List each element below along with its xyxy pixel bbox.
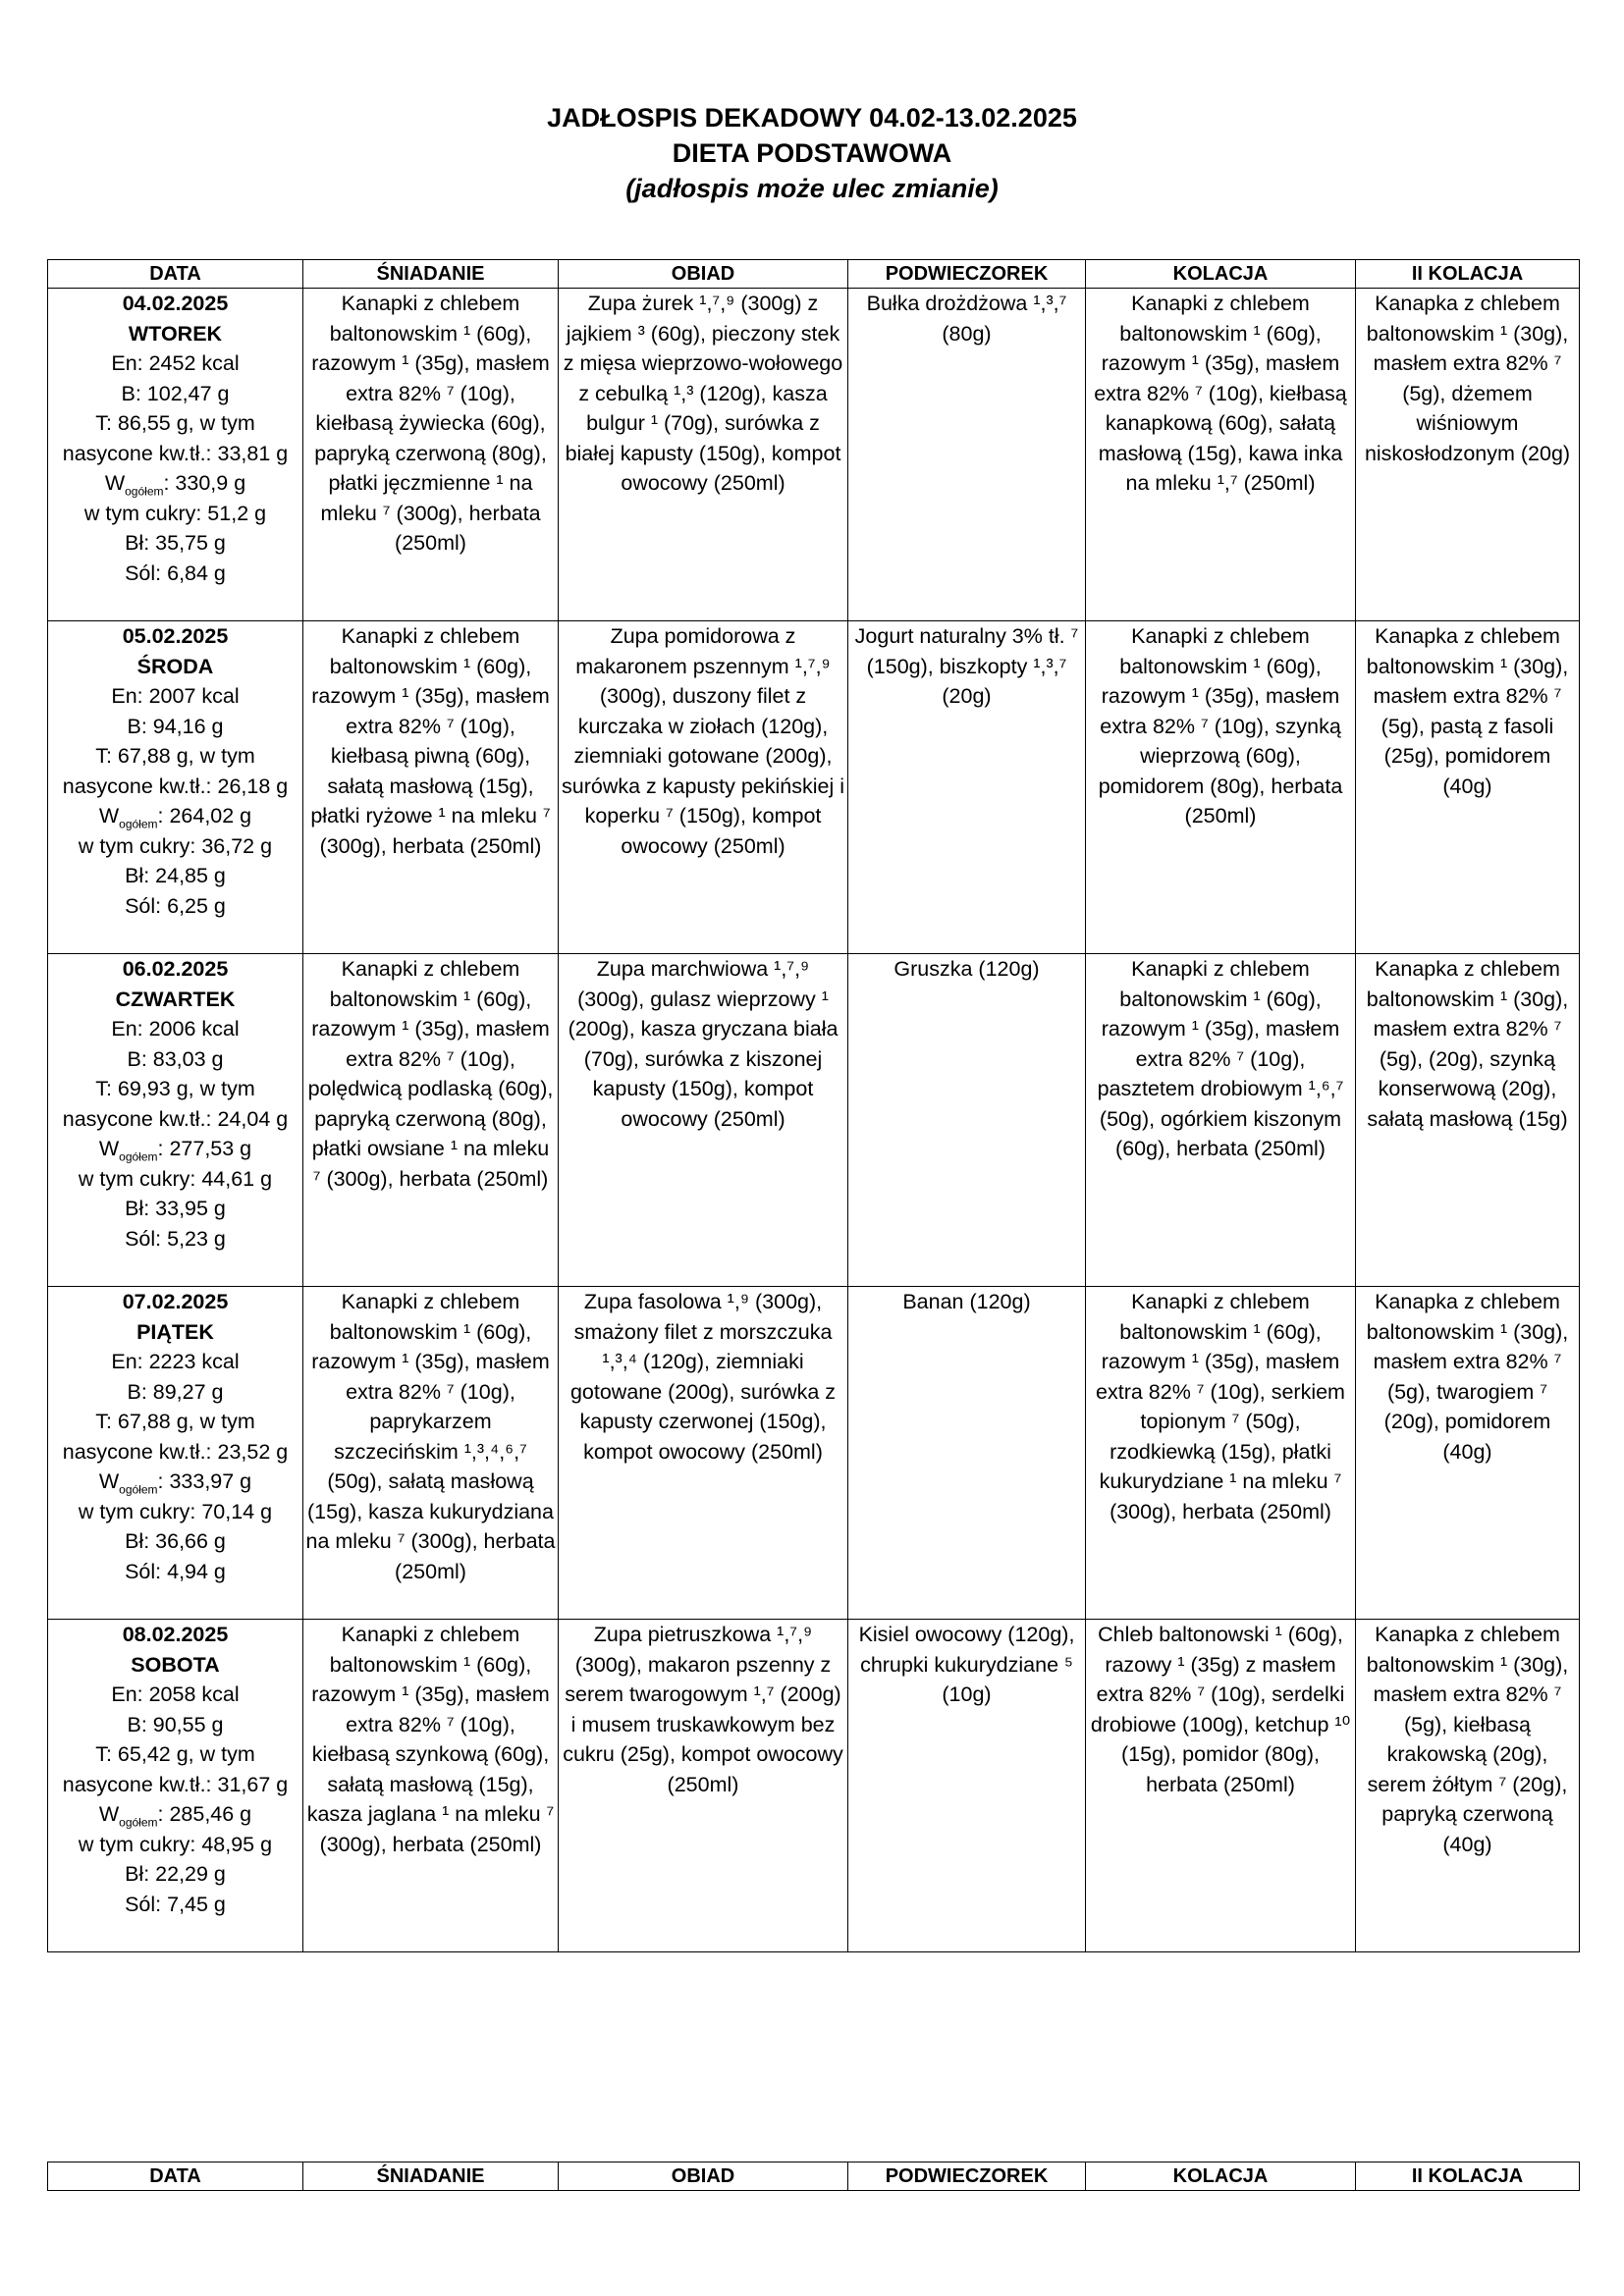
protein-value: B: 89,27 g (127, 1379, 224, 1404)
repeated-header-row (48, 2163, 1580, 2191)
snack-cell: Gruszka (120g) (848, 954, 1086, 1287)
carbs-sub-label: ogółem (119, 1482, 158, 1497)
table-row (48, 1287, 1580, 1620)
lunch-cell: Zupa pomidorowa z makaronem pszennym ¹,⁷,⁹ (300g), duszony filet z kurczaka w ziołach (120g), ziemniaki gotowane (200g), surówka z kapusty pekińskiej i koperku ⁷ (150g), kompot owocowy (250ml) (559, 621, 848, 954)
snack-cell: Kisiel owocowy (120g), chrupki kukurydziane ⁵ (10g) (848, 1620, 1086, 1952)
energy-value: En: 2452 kcal (111, 351, 240, 375)
day-weekday: WTOREK (128, 321, 223, 346)
column-header-date: DATA (48, 2163, 303, 2191)
late-dinner-cell: Kanapka z chlebem baltonowskim ¹ (30g), masłem extra 82% ⁷ (5g), dżemem wiśniowym niskosłodzonym (20g) (1356, 289, 1580, 621)
day-weekday: CZWARTEK (115, 987, 236, 1011)
carbohydrates-value (50, 468, 300, 499)
energy-value: En: 2058 kcal (111, 1682, 240, 1706)
dinner-cell: Kanapki z chlebem baltonowskim ¹ (60g), razowym ¹ (35g), masłem extra 82% ⁷ (10g), kiełbasą kanapkową (60g), sałatą masłową (15g), kawa inka na mleku ¹,⁷ (250ml) (1086, 289, 1356, 621)
late-dinner-cell: Kanapka z chlebem baltonowskim ¹ (30g), masłem extra 82% ⁷ (5g), kiełbasą krakowską (20g), serem żółtym ⁷ (20g), papryką czerwoną (40g) (1356, 1620, 1580, 1952)
carbs-amount: : 330,9 g (163, 471, 246, 495)
sugars-value: w tym cukry: 48,95 g (78, 1832, 273, 1856)
carbs-sub-label: ogółem (119, 1815, 158, 1830)
carbs-label: W (98, 1469, 120, 1493)
column-header-breakfast: ŚNIADANIE (303, 2163, 559, 2191)
fiber-value: Bł: 35,75 g (125, 531, 226, 555)
lunch-cell: Zupa pietruszkowa ¹,⁷,⁹ (300g), makaron pszenny z serem twarogowym ¹,⁷ (200g) i musem truskawkowym bez cukru (25g), kompot owocowy (250ml) (559, 1620, 848, 1952)
table-row (48, 1620, 1580, 1952)
lunch-cell: Zupa fasolowa ¹,⁹ (300g), smażony filet z morszczuka ¹,³,⁴ (120g), ziemniaki gotowane (200g), surówka z kapusty czerwonej (150g), kompot owocowy (250ml) (559, 1287, 848, 1620)
energy-value: En: 2223 kcal (111, 1350, 240, 1373)
salt-value: Sól: 6,84 g (125, 561, 226, 585)
fat-value: T: 67,88 g, w tym nasycone kw.tł.: 23,52 g (62, 1410, 289, 1464)
date-cell (48, 1620, 303, 1952)
repeated-header-table (47, 2162, 1580, 2191)
menu-body (48, 289, 1580, 1952)
day-date: 05.02.2025 (122, 624, 229, 648)
carbs-amount: : 333,97 g (157, 1469, 252, 1493)
column-header-late-dinner: II KOLACJA (1356, 2163, 1580, 2191)
energy-value: En: 2007 kcal (111, 684, 240, 708)
carbs-sub-label: ogółem (125, 484, 164, 499)
late-dinner-cell: Kanapka z chlebem baltonowskim ¹ (30g), masłem extra 82% ⁷ (5g), (20g), szynką konserwową (20g), sałatą masłową (15g) (1356, 954, 1580, 1287)
dinner-cell: Kanapki z chlebem baltonowskim ¹ (60g), razowym ¹ (35g), masłem extra 82% ⁷ (10g), pasztetem drobiowym ¹,⁶,⁷ (50g), ogórkiem kiszonym (60g), herbata (250ml) (1086, 954, 1356, 1287)
snack-cell: Bułka drożdżowa ¹,³,⁷ (80g) (848, 289, 1086, 621)
breakfast-cell: Kanapki z chlebem baltonowskim ¹ (60g), razowym ¹ (35g), masłem extra 82% ⁷ (10g), polędwicą podlaską (60g), papryką czerwoną (80g), płatki owsiane ¹ na mleku ⁷ (300g), herbata (250ml) (303, 954, 559, 1287)
carbs-amount: : 264,02 g (157, 804, 252, 828)
fat-value: T: 67,88 g, w tym nasycone kw.tł.: 26,18 g (62, 744, 289, 798)
date-cell (48, 1287, 303, 1620)
column-header-snack: PODWIECZOREK (848, 260, 1086, 289)
carbs-amount: : 285,46 g (157, 1802, 252, 1826)
carbs-label: W (98, 1137, 120, 1160)
fiber-value: Bł: 33,95 g (125, 1197, 226, 1220)
column-header-dinner: KOLACJA (1086, 260, 1356, 289)
document-title: JADŁOSPIS DEKADOWY 04.02-13.02.2025 (547, 103, 1077, 133)
carbohydrates-value (50, 1467, 300, 1497)
carbs-label: W (98, 1802, 120, 1826)
snack-cell: Banan (120g) (848, 1287, 1086, 1620)
fat-value: T: 86,55 g, w tym nasycone kw.tł.: 33,81 g (62, 411, 289, 465)
fiber-value: Bł: 36,66 g (125, 1529, 226, 1553)
protein-value: B: 90,55 g (127, 1712, 224, 1736)
salt-value: Sól: 6,25 g (125, 893, 226, 918)
column-header-lunch: OBIAD (559, 260, 848, 289)
carbohydrates-value (50, 801, 300, 831)
salt-value: Sól: 5,23 g (125, 1226, 226, 1251)
energy-value: En: 2006 kcal (111, 1017, 240, 1041)
day-date: 08.02.2025 (122, 1623, 229, 1646)
dinner-cell: Kanapki z chlebem baltonowskim ¹ (60g), razowym ¹ (35g), masłem extra 82% ⁷ (10g), szynką wieprzową (60g), pomidorem (80g), herbata (250ml) (1086, 621, 1356, 954)
sugars-value: w tym cukry: 36,72 g (78, 833, 273, 858)
breakfast-cell: Kanapki z chlebem baltonowskim ¹ (60g), razowym ¹ (35g), masłem extra 82% ⁷ (10g), kiełbasą żywiecka (60g), papryką czerwoną (80g), płatki jęczmienne ¹ na mleku ⁷ (300g), herbata (250ml) (303, 289, 559, 621)
dinner-cell: Chleb baltonowski ¹ (60g), razowy ¹ (35g) z masłem extra 82% ⁷ (10g), serdelki drobiowe (100g), ketchup ¹⁰ (15g), pomidor (80g), herbata (250ml) (1086, 1620, 1356, 1952)
breakfast-cell: Kanapki z chlebem baltonowskim ¹ (60g), razowym ¹ (35g), masłem extra 82% ⁷ (10g), kiełbasą szynkową (60g), sałatą masłową (15g), kasza jaglana ¹ na mleku ⁷ (300g), herbata (250ml) (303, 1620, 559, 1952)
carbs-label: W (98, 804, 120, 828)
column-header-late-dinner: II KOLACJA (1356, 260, 1580, 289)
day-weekday: SOBOTA (131, 1652, 220, 1677)
protein-value: B: 83,03 g (127, 1046, 224, 1071)
carbs-amount: : 277,53 g (157, 1137, 252, 1160)
date-cell (48, 621, 303, 954)
salt-value: Sól: 7,45 g (125, 1892, 226, 1916)
lunch-cell: Zupa żurek ¹,⁷,⁹ (300g) z jajkiem ³ (60g), pieczony stek z mięsa wieprzowo-wołowego z cebulką ¹,³ (120g), kasza bulgur ¹ (70g), surówka z białej kapusty (150g), kompot owocowy (250ml) (559, 289, 848, 621)
fat-value: T: 69,93 g, w tym nasycone kw.tł.: 24,04 g (62, 1077, 289, 1131)
diet-name: DIETA PODSTAWOWA (672, 138, 952, 168)
day-weekday: ŚRODA (136, 654, 214, 678)
fiber-value: Bł: 22,29 g (125, 1862, 226, 1886)
salt-value: Sól: 4,94 g (125, 1559, 226, 1583)
carbohydrates-value (50, 1799, 300, 1830)
column-header-breakfast: ŚNIADANIE (303, 260, 559, 289)
table-row (48, 289, 1580, 621)
table-row (48, 621, 1580, 954)
protein-value: B: 102,47 g (121, 381, 230, 405)
day-date: 07.02.2025 (122, 1290, 229, 1313)
snack-cell: Jogurt naturalny 3% tł. ⁷ (150g), biszkopty ¹,³,⁷ (20g) (848, 621, 1086, 954)
column-header-snack: PODWIECZOREK (848, 2163, 1086, 2191)
menu-change-note: (jadłospis może ulec zmianie) (625, 174, 999, 203)
carbohydrates-value (50, 1134, 300, 1164)
table-row (48, 954, 1580, 1287)
sugars-value: w tym cukry: 44,61 g (78, 1166, 273, 1191)
late-dinner-cell: Kanapka z chlebem baltonowskim ¹ (30g), masłem extra 82% ⁷ (5g), pastą z fasoli (25g), pomidorem (40g) (1356, 621, 1580, 954)
lunch-cell: Zupa marchwiowa ¹,⁷,⁹ (300g), gulasz wieprzowy ¹ (200g), kasza gryczana biała (70g), surówka z kiszonej kapusty (150g), kompot owocowy (250ml) (559, 954, 848, 1287)
date-cell (48, 954, 303, 1287)
column-header-dinner: KOLACJA (1086, 2163, 1356, 2191)
fiber-value: Bł: 24,85 g (125, 864, 226, 887)
column-header-lunch: OBIAD (559, 2163, 848, 2191)
sugars-value: w tym cukry: 70,14 g (78, 1499, 273, 1523)
dinner-cell: Kanapki z chlebem baltonowskim ¹ (60g), razowym ¹ (35g), masłem extra 82% ⁷ (10g), serkiem topionym ⁷ (50g), rzodkiewką (15g), płatki kukurydziane ¹ na mleku ⁷ (300g), herbata (250ml) (1086, 1287, 1356, 1620)
date-cell (48, 289, 303, 621)
carbs-label: W (104, 471, 126, 495)
day-date: 06.02.2025 (122, 957, 229, 981)
carbs-sub-label: ogółem (119, 817, 158, 831)
day-date: 04.02.2025 (122, 292, 229, 315)
menu-table (47, 259, 1580, 1952)
carbs-sub-label: ogółem (119, 1149, 158, 1164)
late-dinner-cell: Kanapka z chlebem baltonowskim ¹ (30g), masłem extra 82% ⁷ (5g), twarogiem ⁷ (20g), pomidorem (40g) (1356, 1287, 1580, 1620)
day-weekday: PIĄTEK (136, 1319, 214, 1344)
column-header-date: DATA (48, 260, 303, 289)
protein-value: B: 94,16 g (127, 714, 224, 738)
breakfast-cell: Kanapki z chlebem baltonowskim ¹ (60g), razowym ¹ (35g), masłem extra 82% ⁷ (10g), kiełbasą piwną (60g), sałatą masłową (15g), płatki ryżowe ¹ na mleku ⁷ (300g), herbata (250ml) (303, 621, 559, 954)
sugars-value: w tym cukry: 51,2 g (83, 501, 267, 525)
document-header (0, 100, 1624, 206)
breakfast-cell: Kanapki z chlebem baltonowskim ¹ (60g), razowym ¹ (35g), masłem extra 82% ⁷ (10g), paprykarzem szczecińskim ¹,³,⁴,⁶,⁷ (50g), sałatą masłową (15g), kasza kukurydziana na mleku ⁷ (300g), herbata (250ml) (303, 1287, 559, 1620)
table-header-row (48, 260, 1580, 289)
fat-value: T: 65,42 g, w tym nasycone kw.tł.: 31,67 g (62, 1742, 289, 1796)
